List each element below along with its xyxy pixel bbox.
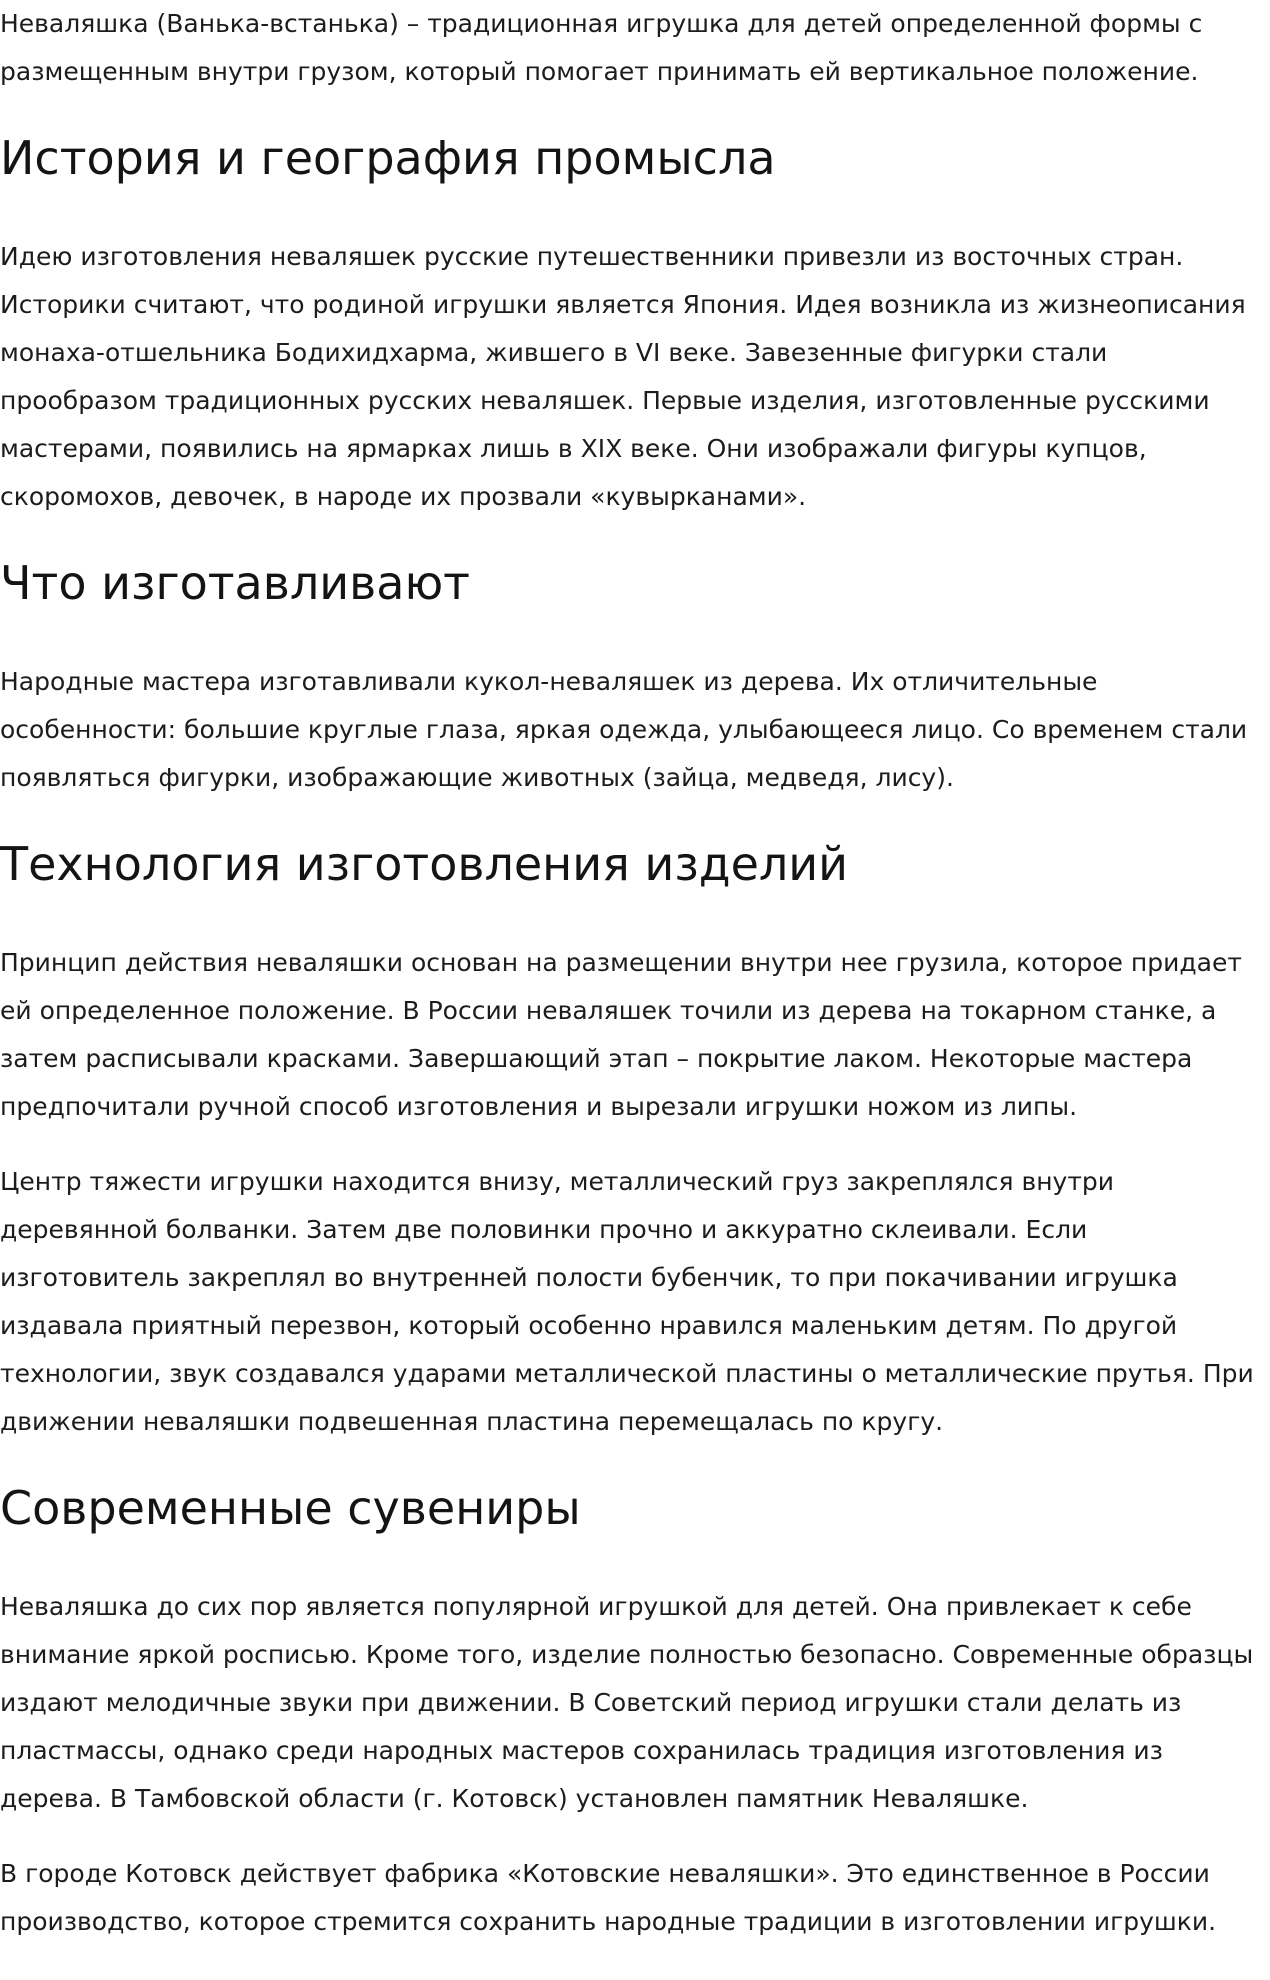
what-made-paragraph: Народные мастера изготавливали кукол-неваляшек из дерева. Их отличительные особенности: большие круглые глаза, яркая одежда, улыбающееся лицо. Со временем стали появляться фигурки, изображающие животных (зайца, медведя, лису). <box>0 667 1248 792</box>
history-paragraph: Идею изготовления неваляшек русские путешественники привезли из восточных стран. Историки считают, что родиной игрушки является Япония. Идея возникла из жизнеописания монаха-отшельника Бодихидхарма, жившего в VI веке. Завезенные фигурки стали прообразом традиционных русских неваляшек. Первые изделия, изготовленные русскими мастерами, появились на ярмарках лишь в XIX веке. Они изображали фигуры купцов, скоромохов, девочек, в народе их прозвали «кувырканами». <box>0 242 1246 511</box>
section-heading-modern: Современные сувениры <box>0 1481 581 1535</box>
technology-paragraph-2: Центр тяжести игрушки находится внизу, металлический груз закреплялся внутри деревянной болванки. Затем две половинки прочно и аккуратно склеивали. Если изготовитель закреплял во внутренней полости бубенчик, то при покачивании игрушка издавала приятный перезвон, который особенно нравился маленьким детям. По другой технологии, звук создавался ударами металлической пластины о металлические прутья. При движении неваляшки подвешенная пластина перемещалась по кругу. <box>0 1167 1254 1436</box>
section-heading-what-made: Что изготавливают <box>0 556 470 610</box>
intro-paragraph: Неваляшка (Ванька-встанька) – традиционная игрушка для детей определенной формы с размещенным внутри грузом, который помогает принимать ей вертикальное положение. <box>0 9 1203 86</box>
modern-paragraph-2: В городе Котовск действует фабрика «Котовские неваляшки». Это единственное в России производство, которое стремится сохранить народные традиции в изготовлении игрушки. <box>0 1859 1217 1936</box>
section-heading-technology: Технология изготовления изделий <box>0 837 849 891</box>
section-heading-history: История и география промысла <box>0 131 776 185</box>
technology-paragraph-1: Принцип действия неваляшки основан на размещении внутри нее грузила, которое придает ей определенное положение. В России неваляшек точили из дерева на токарном станке, а затем расписывали красками. Завершающий этап – покрытие лаком. Некоторые мастера предпочитали ручной способ изготовления и вырезали игрушки ножом из липы. <box>0 948 1242 1121</box>
modern-paragraph-1: Неваляшка до сих пор является популярной игрушкой для детей. Она привлекает к себе внимание яркой росписью. Кроме того, изделие полностью безопасно. Современные образцы издают мелодичные звуки при движении. В Советский период игрушки стали делать из пластмассы, однако среди народных мастеров сохранилась традиция изготовления из дерева. В Тамбовской области (г. Котовск) установлен памятник Неваляшке. <box>0 1592 1254 1813</box>
